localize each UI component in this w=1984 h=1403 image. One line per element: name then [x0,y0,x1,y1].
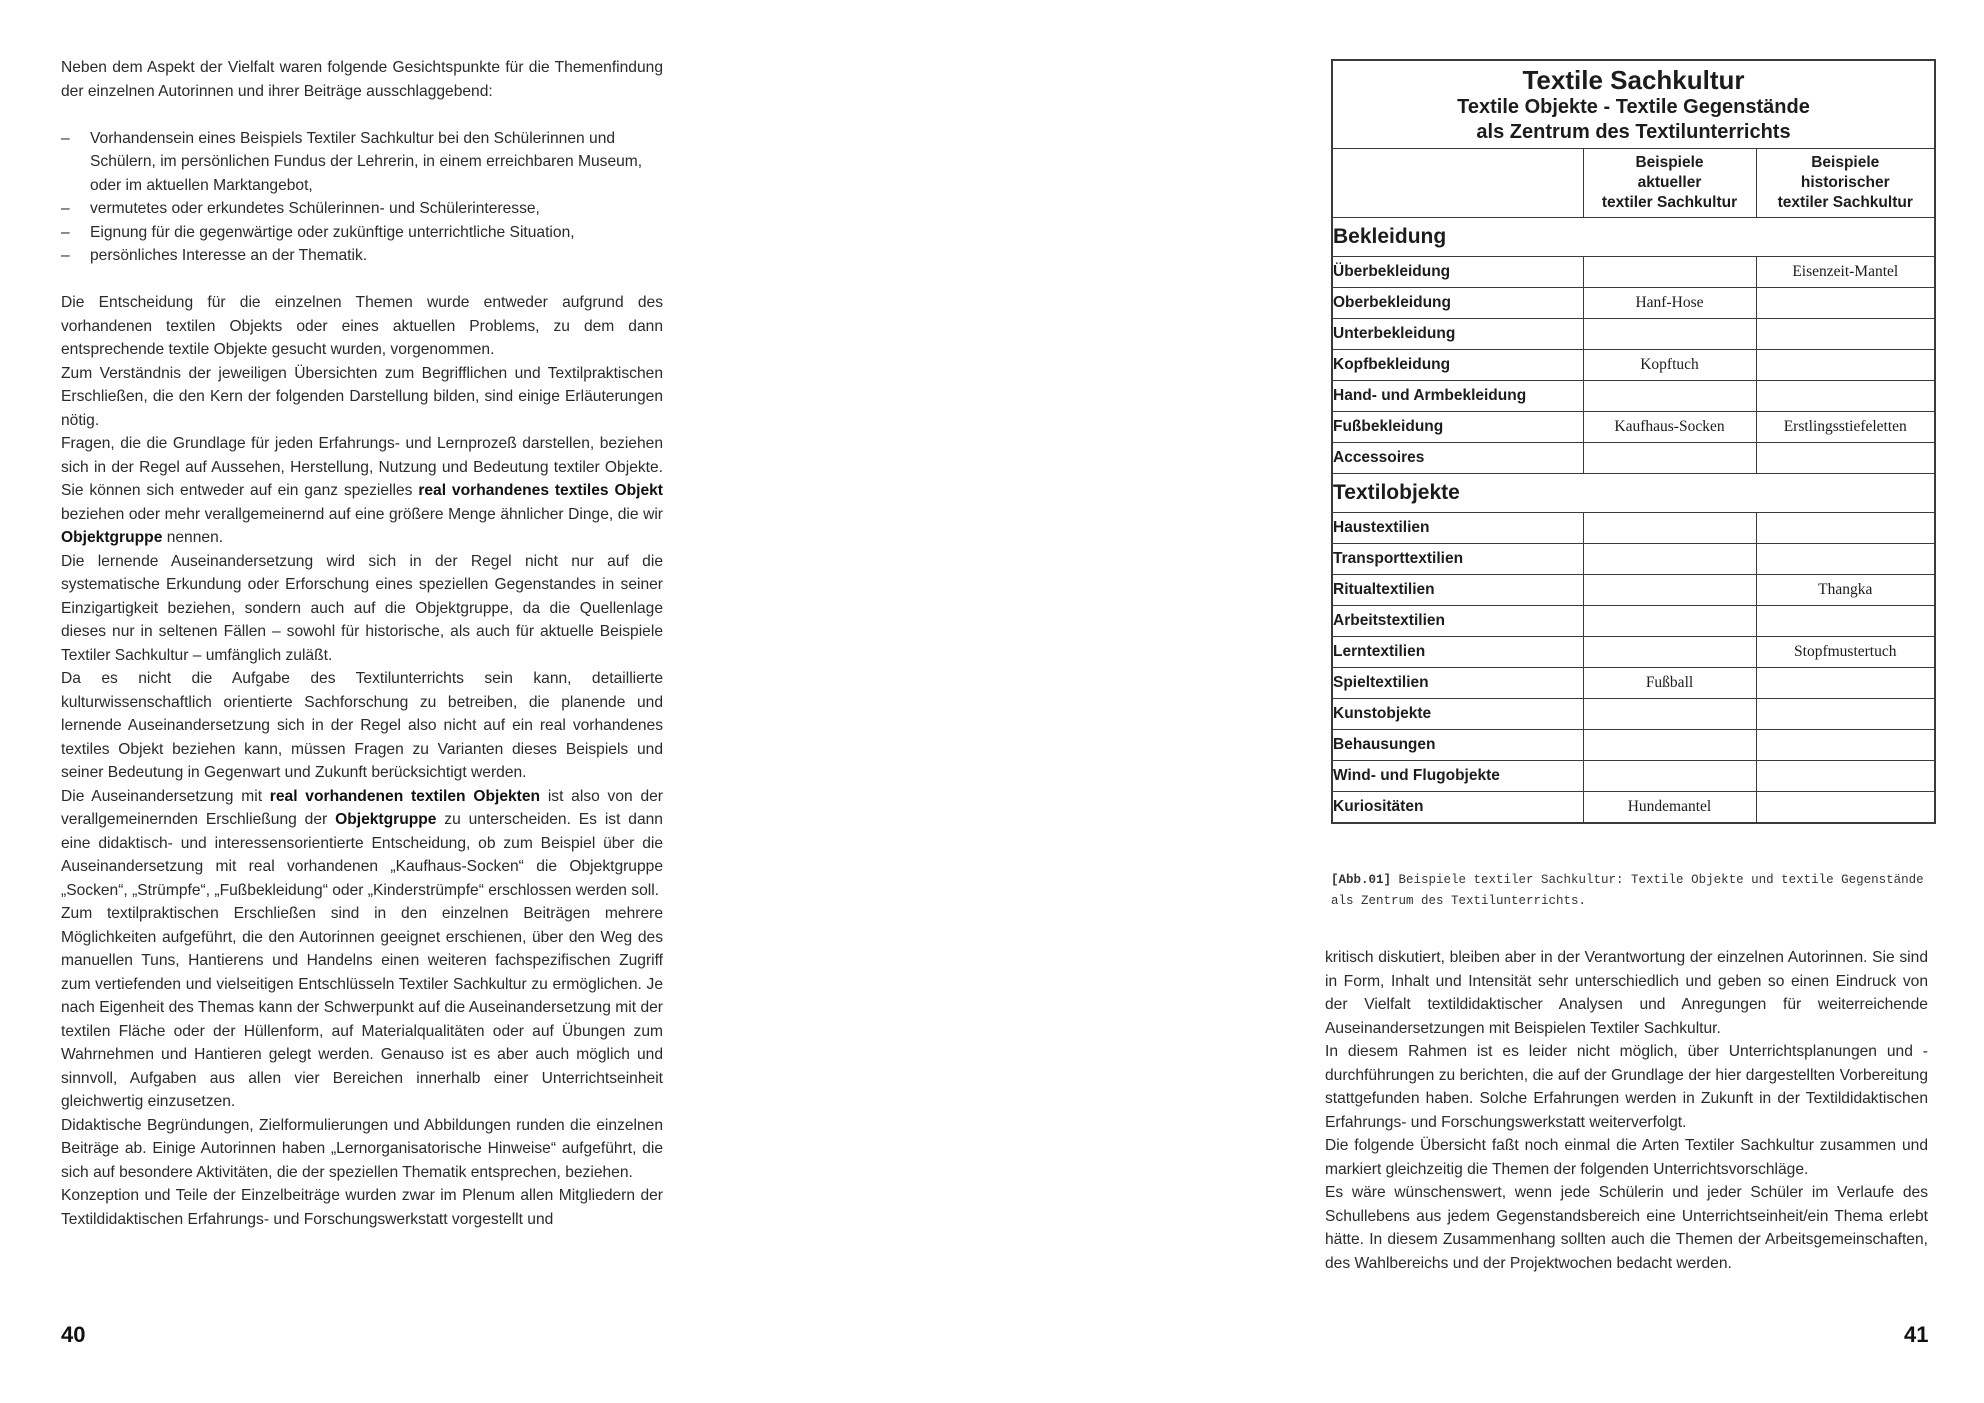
figure-tag: [Abb.01] [1331,873,1392,887]
section-header: Textilobjekte [1332,474,1935,513]
body-paragraph: Didaktische Begründungen, Zielformulierungen und Abbildungen runden die einzelnen Beiträge ab. Einige Autorinnen haben „Lernorganisatorische Hinweise“ aufgeführt, die sich auf besondere Aktivitäten, die der speziellen Thematik entsprechen, beziehen. [61,1116,663,1181]
table-row [1332,792,1935,824]
cell-historic [1756,699,1935,730]
table-row [1332,575,1935,606]
cell-current: Hundemantel [1583,792,1756,824]
table-row [1332,443,1935,474]
table-row [1332,668,1935,699]
row-label: Fußbekleidung [1332,412,1583,443]
cell-historic: Eisenzeit-Mantel [1756,257,1935,288]
table-row [1332,319,1935,350]
cell-current: Fußball [1583,668,1756,699]
cell-current [1583,319,1756,350]
cell-historic: Stopfmustertuch [1756,637,1935,668]
right-page [992,0,1984,1403]
criteria-list [61,127,663,268]
cell-historic [1756,792,1935,824]
cell-historic [1756,319,1935,350]
cell-current: Kopftuch [1583,350,1756,381]
row-label: Transporttextilien [1332,544,1583,575]
table-row [1332,606,1935,637]
row-label: Oberbekleidung [1332,288,1583,319]
cell-current [1583,257,1756,288]
body-paragraph: kritisch diskutiert, bleiben aber in der Verantwortung der einzelnen Autorinnen. Sie sind in Form, Inhalt und Intensität sehr unterschiedlich und geben so einen Eindruck von der Vielfalt textildidaktischer Analysen und Anregungen für weiterreichende Auseinandersetzungen mit Beispielen Textiler Sachkultur. [1325,949,1928,1037]
row-label: Wind- und Flugobjekte [1332,761,1583,792]
cell-historic [1756,730,1935,761]
dash-marker: – [61,223,70,241]
table-row [1332,761,1935,792]
list-item: – Eignung für die gegenwärtige oder zukünftige unterrichtliche Situation, [61,221,663,245]
cell-historic [1756,513,1935,544]
cell-historic [1756,668,1935,699]
row-label: Arbeitstextilien [1332,606,1583,637]
body-paragraph: Zum Verständnis der jeweiligen Übersichten zum Begrifflichen und Textilpraktischen Erschließen, die den Kern der folgenden Darstellung bilden, sind einige Erläuterungen nötig. [61,364,663,429]
list-item: – Vorhandensein eines Beispiels Textiler Sachkultur bei den Schülerinnen und Schülern, im persönlichen Fundus der Lehrerin, in einem erreichbaren Museum, oder im aktuellen Marktangebot, [61,127,663,198]
table-title: Textile Sachkultur [1522,64,1745,95]
row-label: Lerntextilien [1332,637,1583,668]
table-row [1332,350,1935,381]
cell-historic [1756,606,1935,637]
cell-historic [1756,288,1935,319]
cell-current [1583,606,1756,637]
cell-current [1583,544,1756,575]
body-paragraph: Fragen, die die Grundlage für jeden Erfahrungs- und Lernprozeß darstellen, beziehen sich in der Regel auf Aussehen, Herstellung, Nutzung und Bedeutung textiler Objekte. Sie können sich entweder auf ein ganz spezielles real vorhandenes textiles Objekt beziehen oder mehr verallgemeinernd auf eine größere Menge ähnlicher Dinge, die wir Objektgruppe nennen. [61,435,663,546]
emphasis: Objektgruppe [335,811,437,828]
body-paragraph: Es wäre wünschenswert, wenn jede Schülerin und jeder Schüler im Verlaufe des Schullebens aus jedem Gegenstandsbereich eine Unterrichtseinheit/ein Thema erlebt hätte. In diesem Zusammenhang sollten auch die Themen der Arbeitsgemeinschaften, des Wahlbereichs und der Projektwochen bedacht werden. [1325,1184,1928,1272]
row-label: Unterbekleidung [1332,319,1583,350]
cell-historic [1756,443,1935,474]
body-paragraph: In diesem Rahmen ist es leider nicht möglich, über Unterrichtsplanungen und -durchführungen zu berichten, die auf der Grundlage der hier dargestellten Vorbereitung stattgefunden haben. Solche Erfahrungen werden in Zukunft in der Textildidaktischen Erfahrungs- und Forschungswerkstatt weiterverfolgt. [1325,1043,1928,1131]
body-paragraph: Die folgende Übersicht faßt noch einmal die Arten Textiler Sachkultur zusammen und markiert gleichzeitig die Themen der folgenden Unterrichtsvorschläge. [1325,1137,1928,1178]
table-row [1332,730,1935,761]
dash-marker: – [61,200,70,217]
table-row [1332,412,1935,443]
right-body-text [1325,946,1928,1275]
textile-culture-table [1331,59,1936,824]
emphasis: real vorhandenen textilen Objekten [269,787,541,805]
cell-historic [1756,544,1935,575]
table-subtitle: als Zentrum des Textilunterrichts [1476,120,1791,143]
table-row [1332,381,1935,412]
body-paragraph: Zum textilpraktischen Erschließen sind in den einzelnen Beiträgen mehrere Möglichkeiten aufgeführt, die den Autorinnen geeignet erschienen, über den Weg des manuellen Tuns, Hantierens und Handelns einen weiteren fachspezifischen Zugriff zum vertiefenden und vielseitigen Entschlüsseln Textiler Sachkultur zu ermöglichen. Je nach Eigenheit des Themas kann der Schwerpunkt auf die Auseinandersetzung mit der textilen Fläche oder der Hüllenform, auf Materialqualitäten oder auf Übungen zum Wahrnehmen und Hantieren gelegt werden. Genauso ist es aber auch möglich und sinnvoll, Aufgaben aus allen vier Bereichen innerhalb einer Unterrichtseinheit gleichwertig einzusetzen. [61,905,663,1110]
cell-current: Kaufhaus-Socken [1583,412,1756,443]
intro-paragraph: Neben dem Aspekt der Vielfalt waren folgende Gesichtspunkte für die Themenfindung der einzelnen Autorinnen und ihrer Beiträge ausschlaggebend: [61,59,663,100]
left-body-text [61,56,663,1231]
cell-current [1583,513,1756,544]
column-header-current: Beispiele aktueller textiler Sachkultur [1583,149,1756,218]
page-number: 41 [1904,1322,1929,1347]
cell-current [1583,443,1756,474]
dash-marker: – [61,129,70,147]
cell-historic: Erstlingsstiefeletten [1756,412,1935,443]
cell-historic: Thangka [1756,575,1935,606]
column-header-historic: Beispiele historischer textiler Sachkultur [1756,149,1935,218]
table-row [1332,637,1935,668]
figure-caption: [Abb.01] Beispiele textiler Sachkultur: Textile Objekte und textile Gegenstände als Zentrum des Textilunterrichts. [1331,873,1924,908]
dash-marker: – [61,247,70,264]
list-item: – vermutetes oder erkundetes Schülerinnen- und Schülerinteresse, [61,197,663,221]
cell-current [1583,761,1756,792]
emphasis: Objektgruppe [61,529,163,546]
cell-current [1583,730,1756,761]
row-label: Kopfbekleidung [1332,350,1583,381]
table-row [1332,699,1935,730]
cell-current [1583,637,1756,668]
table-header-empty [1332,149,1583,218]
cell-historic [1756,761,1935,792]
body-paragraph: Konzeption und Teile der Einzelbeiträge wurden zwar im Plenum allen Mitgliedern der Textildidaktischen Erfahrungs- und Forschungswerkstatt vorgestellt und [61,1187,663,1228]
table-row [1332,257,1935,288]
body-paragraph: Da es nicht die Aufgabe des Textilunterrichts sein kann, detaillierte kulturwissenschaftlich orientierte Sachforschung zu betreiben, die planende und lernende Auseinandersetzung sich in der Regel also nicht auf ein real vorhandenes textiles Objekt beziehen kann, müssen Fragen zu Varianten dieses Beispiels und seiner Bedeutung in Gegenwart und Zukunft berücksichtigt werden. [61,670,663,781]
row-label: Kuriositäten [1332,792,1583,824]
section-header: Bekleidung [1332,218,1935,257]
cell-current [1583,699,1756,730]
row-label: Accessoires [1332,443,1583,474]
table-row [1332,544,1935,575]
row-label: Ritualtextilien [1332,575,1583,606]
body-paragraph: Die Auseinandersetzung mit real vorhandenen textilen Objekten ist also von der verallgemeinernden Erschließung der Objektgruppe zu unterscheiden. Es ist dann eine didaktisch- und interessensorientierte Entscheidung, ob zum Beispiel über die Auseinandersetzung mit real vorhandenen „Kaufhaus-Socken“ die Objektgruppe „Socken“, „Strümpfe“, „Fußbekleidung“ oder „Kinderstrümpfe“ erschlossen werden soll. [61,787,663,899]
table-row [1332,288,1935,319]
list-item: – persönliches Interesse an der Thematik. [61,244,663,268]
page-number: 40 [61,1322,86,1347]
row-label: Spieltextilien [1332,668,1583,699]
table-subtitle: Textile Objekte - Textile Gegenstände [1457,95,1810,118]
body-paragraph: Die Entscheidung für die einzelnen Themen wurde entweder aufgrund des vorhandenen textilen Objekts oder eines aktuellen Problems, zu dem dann entsprechende textile Objekte gesucht wurden, vorgenommen. [61,294,663,358]
table-title-cell [1332,60,1935,149]
table-body [1332,218,1935,824]
row-label: Kunstobjekte [1332,699,1583,730]
row-label: Überbekleidung [1332,257,1583,288]
cell-current [1583,381,1756,412]
table-row [1332,513,1935,544]
row-label: Haustextilien [1332,513,1583,544]
cell-current: Hanf-Hose [1583,288,1756,319]
cell-historic [1756,350,1935,381]
emphasis: real vorhandenes textiles Objekt [418,482,663,499]
body-paragraph: Die lernende Auseinandersetzung wird sich in der Regel nicht nur auf die systematische Erkundung oder Erforschung eines speziellen Gegenstandes in seiner Einzigartigkeit beziehen, sondern auch auf die Objektgruppe, da die Quellenlage dieses nur in seltenen Fällen – sowohl für historische, als auch für aktuelle Beispiele Textiler Sachkultur – umfänglich zuläßt. [61,552,663,664]
cell-historic [1756,381,1935,412]
cell-current [1583,575,1756,606]
row-label: Behausungen [1332,730,1583,761]
row-label: Hand- und Armbekleidung [1332,381,1583,412]
